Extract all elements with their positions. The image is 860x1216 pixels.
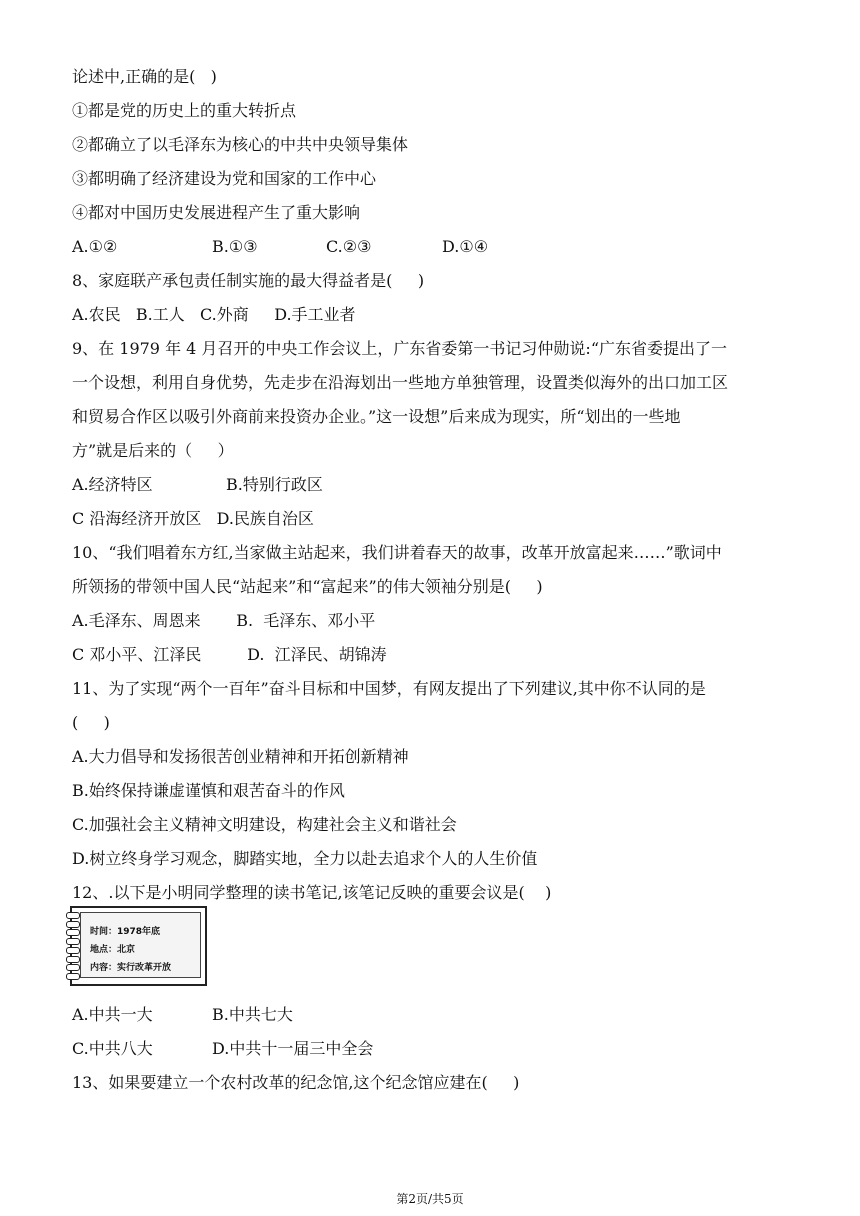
- q8-options: A.农民 B.工人 C.外商 D.手工业者: [72, 305, 356, 324]
- q9-options-cd: C 沿海经济开放区 D.民族自治区: [72, 509, 314, 528]
- q7-stem-tail: 论述中,正确的是( ): [72, 67, 217, 86]
- q7-option-c: C.②③: [326, 237, 372, 256]
- q9-line-3: 和贸易合作区以吸引外商前来投资办企业。”这一设想”后来成为现实，所“划出的一些地: [72, 407, 681, 426]
- q12-stem: 12、.以下是小明同学整理的读书笔记,该笔记反映的重要会议是( ): [72, 883, 552, 902]
- q7-option-b: B.①③: [212, 237, 258, 256]
- q7-option-a: A.①②: [72, 237, 118, 256]
- q12-option-c: C.中共八大: [72, 1039, 153, 1058]
- q9-option-a: A.经济特区: [72, 475, 153, 494]
- note-content: 内容：实行改革开放: [90, 963, 172, 973]
- notebook-rings: [66, 912, 80, 980]
- q9-line-2: 一个设想，利用自身优势，先走步在沿海划出一些地方单独管理，设置类似海外的出口加工区: [72, 373, 729, 392]
- q10-options-ab: A.毛泽东、周恩来 B. 毛泽东、邓小平: [72, 611, 376, 630]
- q7-statement-1: ①都是党的历史上的重大转折点: [72, 101, 297, 120]
- page-footer: 第2页/共5页: [396, 1192, 464, 1206]
- q10-line-2: 所领扬的带领中国人民“站起来”和“富起来”的伟大领袖分别是( ): [72, 577, 543, 596]
- q8-stem: 8、家庭联产承包责任制实施的最大得益者是( ): [72, 271, 425, 290]
- q12-option-d: D.中共十一届三中全会: [212, 1039, 374, 1058]
- reading-notebook-image: [70, 906, 207, 986]
- q11-option-c: C.加强社会主义精神文明建设，构建社会主义和谐社会: [72, 815, 457, 834]
- q11-option-a: A.大力倡导和发扬很苦创业精神和开拓创新精神: [72, 747, 409, 766]
- q13-stem: 13、如果要建立一个农村改革的纪念馆,这个纪念馆应建在( ): [72, 1073, 520, 1092]
- q11-line-1: 11、为了实现“两个一百年”奋斗目标和中国梦，有网友提出了下列建议,其中你不认同的是: [72, 679, 706, 698]
- q7-option-d: D.①④: [442, 237, 489, 256]
- q12-option-b: B.中共七大: [212, 1005, 293, 1024]
- q7-statement-3: ③都明确了经济建设为党和国家的工作中心: [72, 169, 377, 188]
- q10-line-1: 10、“我们唱着东方红,当家做主站起来，我们讲着春天的故事，改革开放富起来……”歌词中: [72, 543, 722, 562]
- note-time: 时间：1978年底: [90, 927, 161, 937]
- q9-line-4: 方”就是后来的（ ）: [72, 441, 234, 460]
- q7-statement-4: ④都对中国历史发展进程产生了重大影响: [72, 203, 361, 222]
- q7-statement-2: ②都确立了以毛泽东为核心的中共中央领导集体: [72, 135, 409, 154]
- q11-line-2: ( ): [72, 713, 110, 732]
- q12-option-a: A.中共一大: [72, 1005, 153, 1024]
- q9-line-1: 9、在 1979 年 4 月召开的中央工作会议上，广东省委第一书记习仲勋说:“广东省委提出了一: [72, 339, 727, 358]
- q9-option-b: B.特别行政区: [226, 475, 323, 494]
- q10-options-cd: C 邓小平、江泽民 D. 江泽民、胡锦涛: [72, 645, 387, 664]
- note-place: 地点：北京: [90, 945, 136, 955]
- q11-option-b: B.始终保持谦虚谨慎和艰苦奋斗的作风: [72, 781, 345, 800]
- q11-option-d: D.树立终身学习观念，脚踏实地，全力以赴去追求个人的人生价值: [72, 849, 538, 868]
